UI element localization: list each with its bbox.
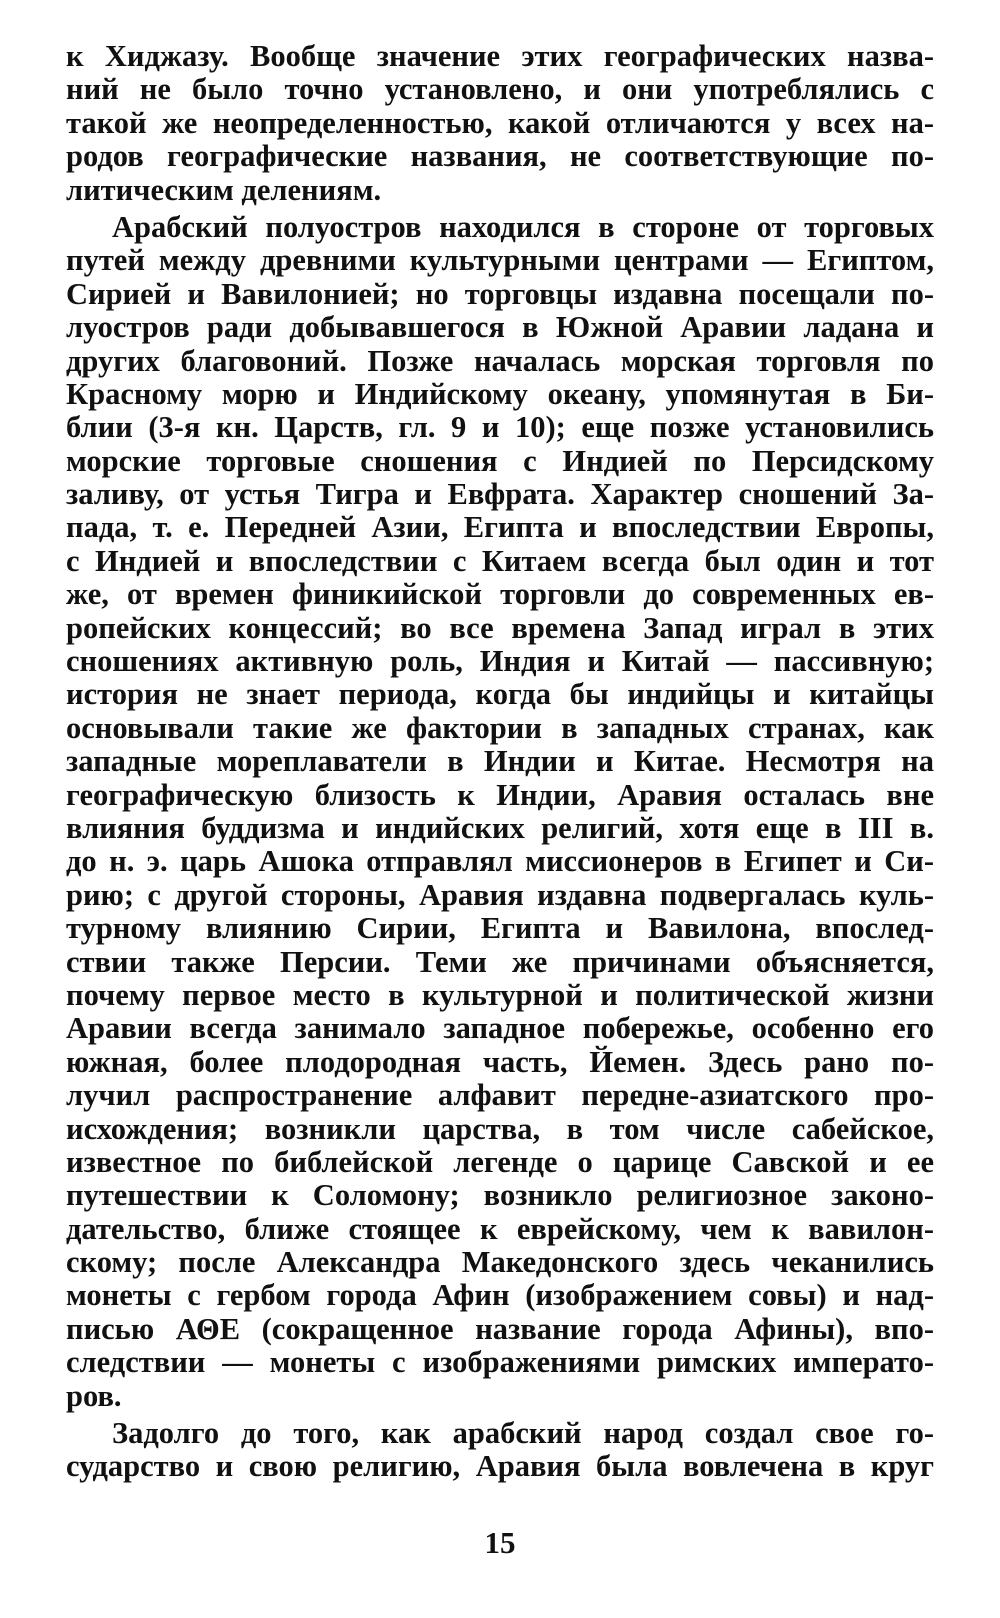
text-line: пада, т. е. Передней Азии, Египта и впоследствии Европы, xyxy=(66,510,934,545)
text-line: западные мореплаватели в Индии и Китае. Несмотря на xyxy=(66,744,934,779)
book-page xyxy=(66,40,934,1600)
text-line: сношениях активную роль, Индия и Китай — пассивную; xyxy=(66,644,934,679)
text-line: же, от времен финикийской торговли до современных ев- xyxy=(66,577,934,612)
text-line: блии (3-я кн. Царств, гл. 9 и 10); еще позже установились xyxy=(66,410,934,445)
paragraph-1 xyxy=(66,40,934,207)
text-line: Красному морю и Индийскому океану, упомянутая в Би- xyxy=(66,376,934,411)
text-line: писью ΑΘΕ (сокращенное название города Афины), впо- xyxy=(66,1311,934,1346)
page-number: 15 xyxy=(484,1525,516,1560)
text-line: литическим делениям. xyxy=(66,172,382,207)
text-line: ропейских концессий; во все времена Запад играл в этих xyxy=(66,610,934,645)
text-line: известное по библейской легенде о царице Савской и ее xyxy=(66,1144,934,1179)
text-line: южная, более плодородная часть, Йемен. Здесь рано по- xyxy=(66,1044,934,1079)
text-line: к Хиджазу. Вообще значение этих географических назва- xyxy=(66,39,934,73)
text-line: влияния буддизма и индийских религий, хотя еще в III в. xyxy=(66,810,934,845)
text-line: морские торговые сношения с Индией по Персидскому xyxy=(66,443,934,478)
text-line: история не знает периода, когда бы индийцы и китайцы xyxy=(66,677,934,712)
text-line: дательство, ближе стоящее к еврейскому, чем к вавилон- xyxy=(66,1211,934,1246)
text-line: других благовоний. Позже началась морская торговля по xyxy=(66,343,934,378)
text-line: следствии — монеты с изображениями римских императо- xyxy=(66,1345,934,1380)
paragraph-2 xyxy=(66,211,934,1413)
text-line: луостров ради добывавшегося в Южной Аравии ладана и xyxy=(66,310,934,345)
text-line: почему первое место в культурной и политической жизни xyxy=(66,977,934,1012)
text-line: Сирией и Вавилонией; но торговцы издавна посещали по- xyxy=(66,276,934,311)
text-line: рию; с другой стороны, Аравия издавна подвергалась куль- xyxy=(66,877,934,912)
text-line: сударство и свою религию, Аравия была вовлечена в круг xyxy=(66,1449,934,1484)
text-line: турному влиянию Сирии, Египта и Вавилона, впослед- xyxy=(66,911,934,946)
text-line: ний не было точно установлено, и они употреблялись с xyxy=(66,72,934,107)
text-line: родов географические названия, не соответствующие по- xyxy=(66,139,934,174)
text-line: Задолго до того, как арабский народ создал свое го- xyxy=(112,1416,934,1451)
text-line: скому; после Александра Македонского здесь чеканились xyxy=(66,1245,934,1280)
text-line: такой же неопределенностью, какой отличаются у всех на- xyxy=(66,105,934,140)
text-line: лучил распространение алфавит передне-азиатского про- xyxy=(66,1078,934,1113)
text-line: Арабский полуостров находился в стороне от торговых xyxy=(112,209,934,244)
text-line: путей между древними культурными центрами — Египтом, xyxy=(66,243,934,278)
text-line: ствии также Персии. Теми же причинами объясняется, xyxy=(66,944,934,979)
text-line: основывали такие же фактории в западных странах, как xyxy=(66,710,934,745)
text-line: заливу, от устья Тигра и Евфрата. Характер сношений За- xyxy=(66,477,934,512)
text-line: Аравии всегда занимало западное побережье, особенно его xyxy=(66,1011,934,1046)
text-line: монеты с гербом города Афин (изображением совы) и над- xyxy=(66,1278,934,1313)
text-line: исхождения; возникли царства, в том числе сабейское, xyxy=(66,1111,934,1146)
text-line: ров. xyxy=(66,1378,122,1413)
text-line: географическую близость к Индии, Аравия осталась вне xyxy=(66,777,934,812)
paragraph-3 xyxy=(66,1417,934,1484)
text-line: путешествии к Соломону; возникло религиозное законо- xyxy=(66,1178,934,1213)
text-line: до н. э. царь Ашока отправлял миссионеров в Египет и Си- xyxy=(66,844,934,879)
text-line: с Индией и впоследствии с Китаем всегда был один и тот xyxy=(66,543,934,578)
